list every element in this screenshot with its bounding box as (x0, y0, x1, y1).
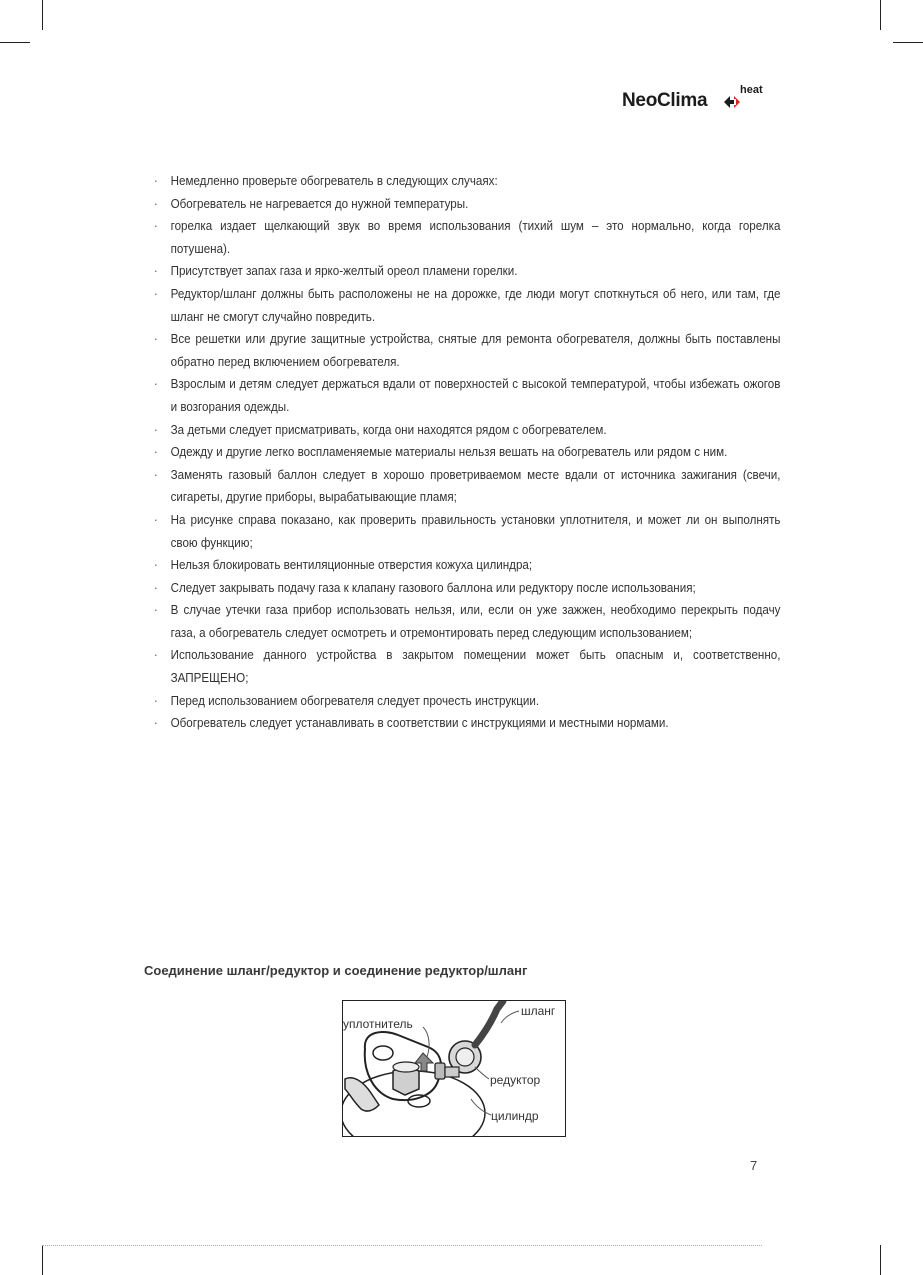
list-item: · В случае утечки газа прибор использовать нельзя, или, если он уже зажжен, необходимо перекрыть подачу газа, а обогреватель следует осмотреть и отремонтировать перед следующим использованием; (152, 599, 780, 644)
list-item: · Взрослым и детям следует держаться вдали от поверхностей с высокой температурой, чтобы избежать ожогов и возгорания одежды. (152, 373, 780, 418)
hose-label: шланг (521, 1004, 556, 1018)
brand-logo (622, 84, 767, 116)
list-item: · Все решетки или другие защитные устройства, снятые для ремонта обогревателя, должны быть поставлены обратно перед включением обогревателя. (152, 328, 780, 373)
crop-mark (880, 0, 881, 30)
list-item: · Использование данного устройства в закрытом помещении может быть опасным и, соответственно, ЗАПРЕЩЕНО; (152, 644, 780, 689)
regulator-label: редуктор (490, 1073, 541, 1087)
diamond-arrows-icon (722, 94, 742, 110)
list-item: · Перед использованием обогревателя следует прочесть инструкции. (152, 690, 780, 713)
list-item: · Обогреватель следует устанавливать в соответствии с инструкциями и местными нормами. (152, 712, 780, 735)
crop-mark (42, 1245, 43, 1275)
list-item: · Следует закрывать подачу газа к клапану газового баллона или редуктору после использования; (152, 577, 780, 600)
list-item: · горелка издает щелкающий звук во время использования (тихий шум – это нормально, когда горелка потушена). (152, 215, 780, 260)
footer-divider (42, 1245, 762, 1246)
list-item: · Заменять газовый баллон следует в хорошо проветриваемом месте вдали от источника зажигания (свечи, сигареты, другие приборы, вырабатывающие пламя; (152, 464, 780, 509)
list-item: · Редуктор/шланг должны быть расположены не на дорожке, где люди могут споткнуться об него, или там, где шланг не смогут случайно повредить. (152, 283, 780, 328)
list-item: · Обогреватель не нагревается до нужной температуры. (152, 193, 780, 216)
page-number: 7 (750, 1158, 758, 1173)
seal-label: уплотнитель (343, 1017, 413, 1031)
connection-figure (342, 1000, 566, 1137)
list-item: · За детьми следует присматривать, когда они находятся рядом с обогревателем. (152, 419, 780, 442)
list-item: · На рисунке справа показано, как проверить правильность установки уплотнителя, и может ли он выполнять свою функцию; (152, 509, 780, 554)
list-item: · Немедленно проверьте обогреватель в следующих случаях: (152, 170, 780, 193)
safety-instructions-list (152, 170, 781, 735)
brand-name: NeoClima (622, 90, 708, 111)
list-item: · Одежду и другие легко воспламеняемые материалы нельзя вешать на обогреватель или рядом с ним. (152, 441, 780, 464)
list-item: · Нельзя блокировать вентиляционные отверстия кожуха цилиндра; (152, 554, 780, 577)
section-heading: Соединение шланг/редуктор и соединение редуктор/шланг (144, 963, 528, 978)
crop-mark (893, 42, 923, 43)
crop-mark (0, 42, 30, 43)
crop-mark (42, 0, 43, 30)
list-item: · Присутствует запах газа и ярко-желтый ореол пламени горелки. (152, 260, 780, 283)
brand-superscript: heat (740, 84, 763, 96)
cylinder-label: цилиндр (491, 1109, 539, 1123)
crop-mark (880, 1245, 881, 1275)
